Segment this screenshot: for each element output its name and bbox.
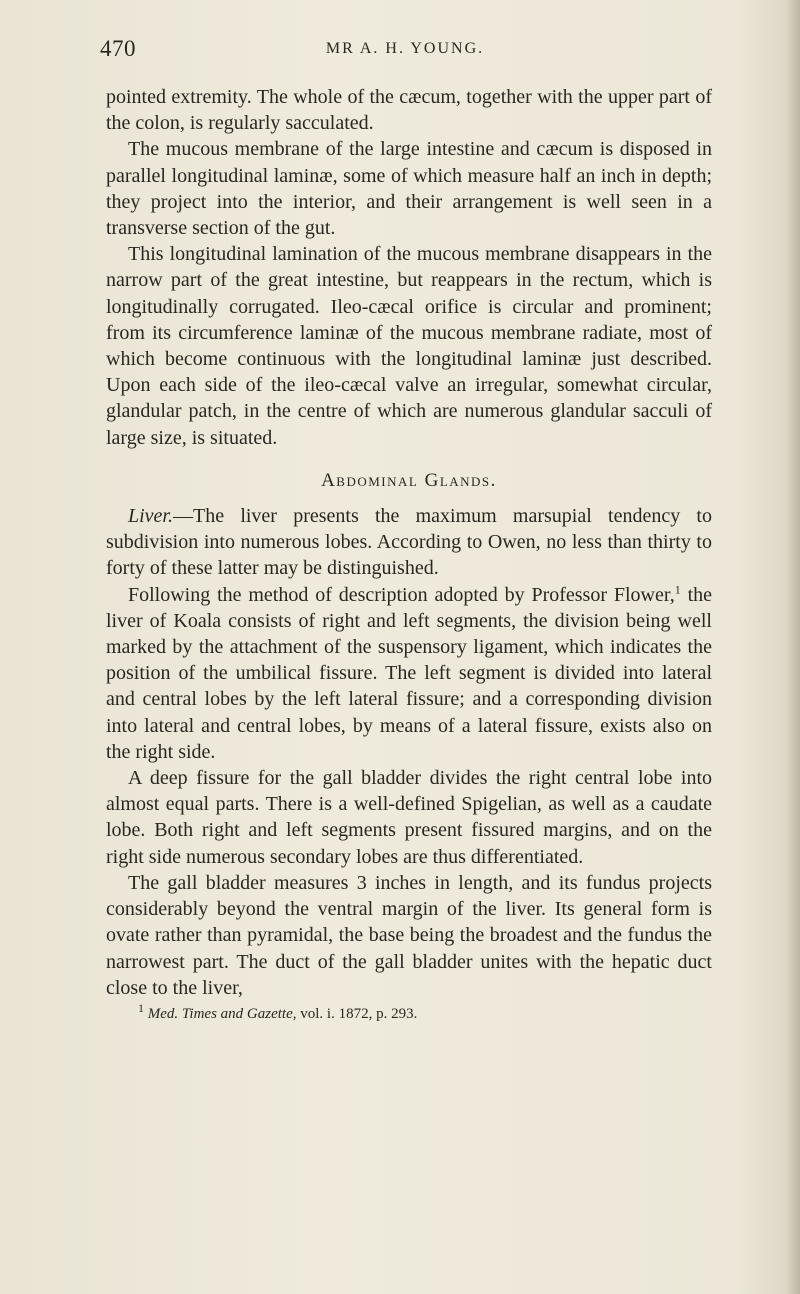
paragraph-caecum: pointed extremity. The whole of the cæcum, together with the upper part of the colon, is regularly sacculated. [106, 86, 712, 135]
paragraph-liver [106, 503, 712, 582]
footnote-citation: , vol. i. 1872, p. 293. [292, 1005, 418, 1022]
page-header [100, 36, 710, 64]
paragraph-flower [106, 582, 712, 765]
flower-text-after: the liver of Koala consists of right and left segments, the division being well marked by the attachment of the suspensory ligament, which indicates the position of the umbilical fissure. The left segment is divided into lateral and central lobes by the left lateral fissure; and a corresponding division into lateral and central lobes, by means of a lateral fissure, exists also on the right side. [106, 583, 713, 763]
paragraph-gall-fissure: A deep fissure for the gall bladder divides the right central lobe into almost equal parts. There is a well-defined Spigelian, as well as a caudate lobe. Both right and left segments present fissured margins, and on the right side numerous secondary lobes are thus differentiated. [106, 767, 712, 868]
page-number: 470 [100, 36, 136, 61]
footnote-journal: Med. Times and Gazette [147, 1005, 293, 1022]
section-heading: Abdominal Glands. [321, 469, 497, 491]
footnote [106, 1000, 712, 1023]
footnote-mark: 1 [138, 1000, 144, 1015]
liver-label: Liver. [128, 505, 173, 528]
page-body [106, 84, 712, 1023]
footnote-reference: 1 [674, 582, 681, 596]
paragraph-gall-bladder: The gall bladder measures 3 inches in length, and its fundus projects considerably beyond the ventral margin of the liver. Its general form is ovate rather than pyramidal, the base being the broadest and the fundus the narrowest part. The duct of the gall bladder unites with the hepatic duct close to the liver, [106, 871, 712, 999]
paragraph-mucous-membrane: The mucous membrane of the large intestine and cæcum is disposed in parallel longitudinal laminæ, some of which measure half an inch in depth; they project into the interior, and their arrangement is well seen in a transverse section of the gut. [106, 138, 712, 240]
page-edge-shadow [786, 0, 800, 1294]
paragraph-lamination: This longitudinal lamination of the mucous membrane disappears in the narrow part of the great intestine, but reappears in the rectum, which is longitudinally corrugated. Ileo-cæcal orifice is circular and prominent; from its circumference laminæ of the mucous membrane radiate, most of which become continuous with the longitudinal laminæ just described. Upon each side of the ileo-cæcal valve an irregular, somewhat circular, glandular patch, in the centre of which are numerous glandular sacculi of large size, is situated. [106, 243, 712, 449]
running-head: MR A. H. YOUNG. [325, 40, 485, 57]
liver-text: —The liver presents the maximum marsupial tendency to subdivision into numerous lobes. According to Owen, no less than thirty to forty of these latter may be distinguished. [106, 505, 712, 580]
flower-text-before: Following the method of description adopted by Professor Flower, [128, 583, 675, 606]
